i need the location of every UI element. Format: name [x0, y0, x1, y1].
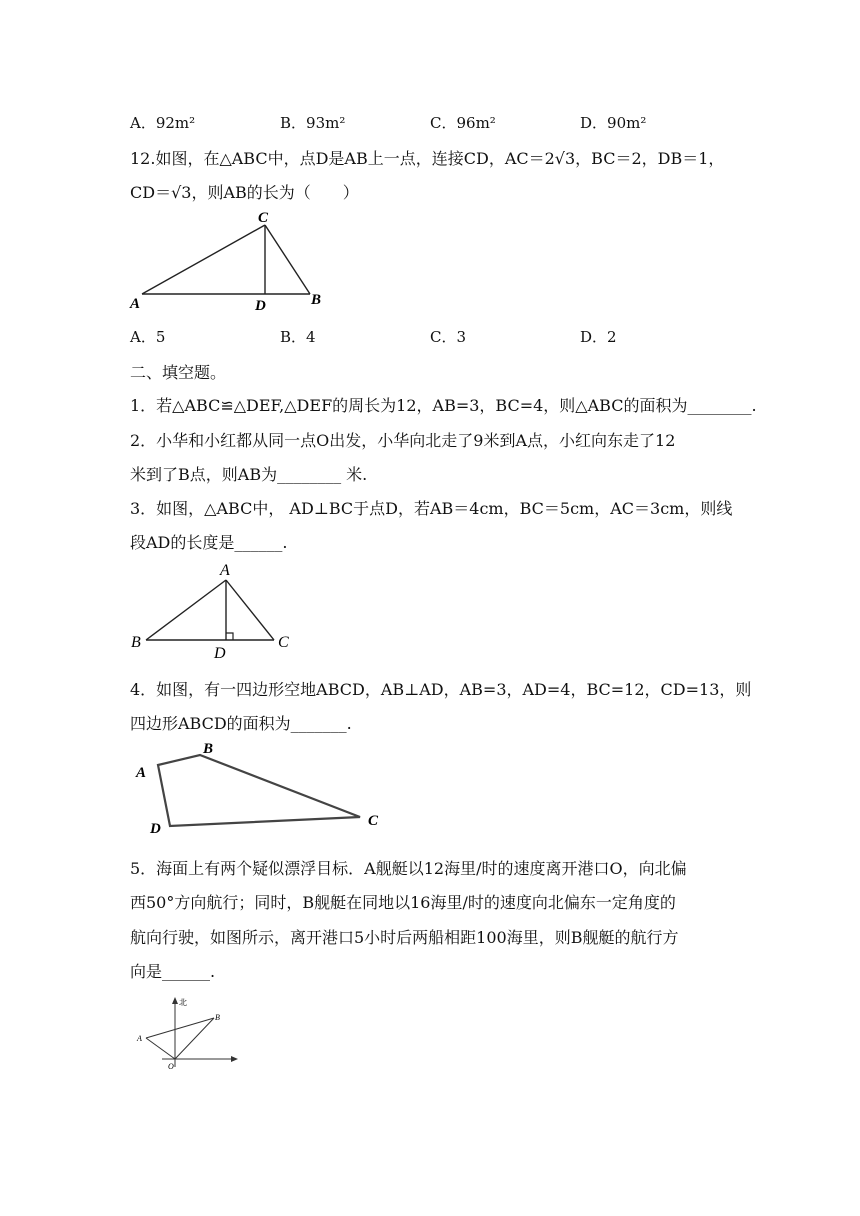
q12-line1: 12.如图，在△ABC中，点D是AB上一点，连接CD，AC＝2√3，BC＝2，DB＝1，	[130, 149, 725, 168]
f5-line3: 航向行驶，如图所示，离开港口5小时后两船相距100海里，则B舰艇的航行方	[130, 928, 679, 947]
q11-option-c: C．96m²	[430, 114, 496, 132]
f3-label-d: D	[214, 645, 226, 662]
q12-triangle-figure	[128, 205, 333, 315]
q12-option-a: A．5	[130, 328, 166, 346]
q12-label-b: B	[311, 292, 322, 308]
q11-option-b: B．93m²	[280, 114, 346, 132]
q12-option-d: D．2	[580, 328, 617, 346]
f3-line2: 段AD的长度是______.	[130, 533, 288, 552]
q12-line2: CD＝√3，则AB的长为（ ）	[130, 183, 359, 202]
f3-line1: 3．如图，△ABC中， AD⊥BC于点D，若AB＝4cm，BC＝5cm，AC＝3cm，则线	[130, 499, 733, 518]
f5-label-a: A	[137, 1034, 142, 1043]
f4-label-d: D	[150, 821, 161, 837]
f5-line2: 西50°方向航行；同时，B舰艇在同地以16海里/时的速度向北偏东一定角度的	[130, 893, 676, 912]
f1-line1: 1．若△ABC≌△DEF,△DEF的周长为12，AB=3，BC=4，则△ABC的面积为________.	[130, 396, 757, 415]
f4-line2: 四边形ABCD的面积为_______.	[130, 714, 352, 733]
f4-label-b: B	[203, 741, 214, 757]
f2-line1: 2．小华和小红都从同一点O出发，小华向北走了9米到A点，小红向东走了12	[130, 431, 676, 450]
f5-line1: 5．海面上有两个疑似漂浮目标．A舰艇以12海里/时的速度离开港口O，向北偏	[130, 859, 687, 878]
f3-label-b: B	[131, 634, 141, 651]
q12-option-b: B．4	[280, 328, 316, 346]
f5-label-b: B	[215, 1013, 220, 1022]
f4-quadrilateral-figure	[128, 735, 388, 840]
section2-title: 二、填空题。	[130, 363, 227, 382]
f5-line4: 向是______.	[130, 962, 216, 981]
f5-label-north: 北	[179, 998, 187, 1007]
f2-line2: 米到了B点，则AB为________ 米.	[130, 465, 368, 484]
f5-label-o: O	[168, 1062, 174, 1071]
f4-label-a: A	[136, 765, 147, 781]
q12-option-c: C．3	[430, 328, 467, 346]
q12-label-c: C	[258, 210, 269, 226]
f3-triangle-figure	[128, 558, 300, 662]
f4-label-c: C	[368, 813, 379, 829]
q11-option-d: D．90m²	[580, 114, 647, 132]
f3-label-c: C	[278, 634, 289, 651]
q11-option-a: A．92m²	[130, 114, 196, 132]
q12-label-a: A	[130, 296, 141, 312]
f5-navigation-figure	[132, 992, 244, 1077]
f4-line1: 4．如图，有一四边形空地ABCD，AB⊥AD，AB=3，AD=4，BC=12，CD=13，则	[130, 680, 752, 699]
f3-label-a: A	[220, 562, 230, 579]
q12-label-d: D	[255, 298, 266, 314]
